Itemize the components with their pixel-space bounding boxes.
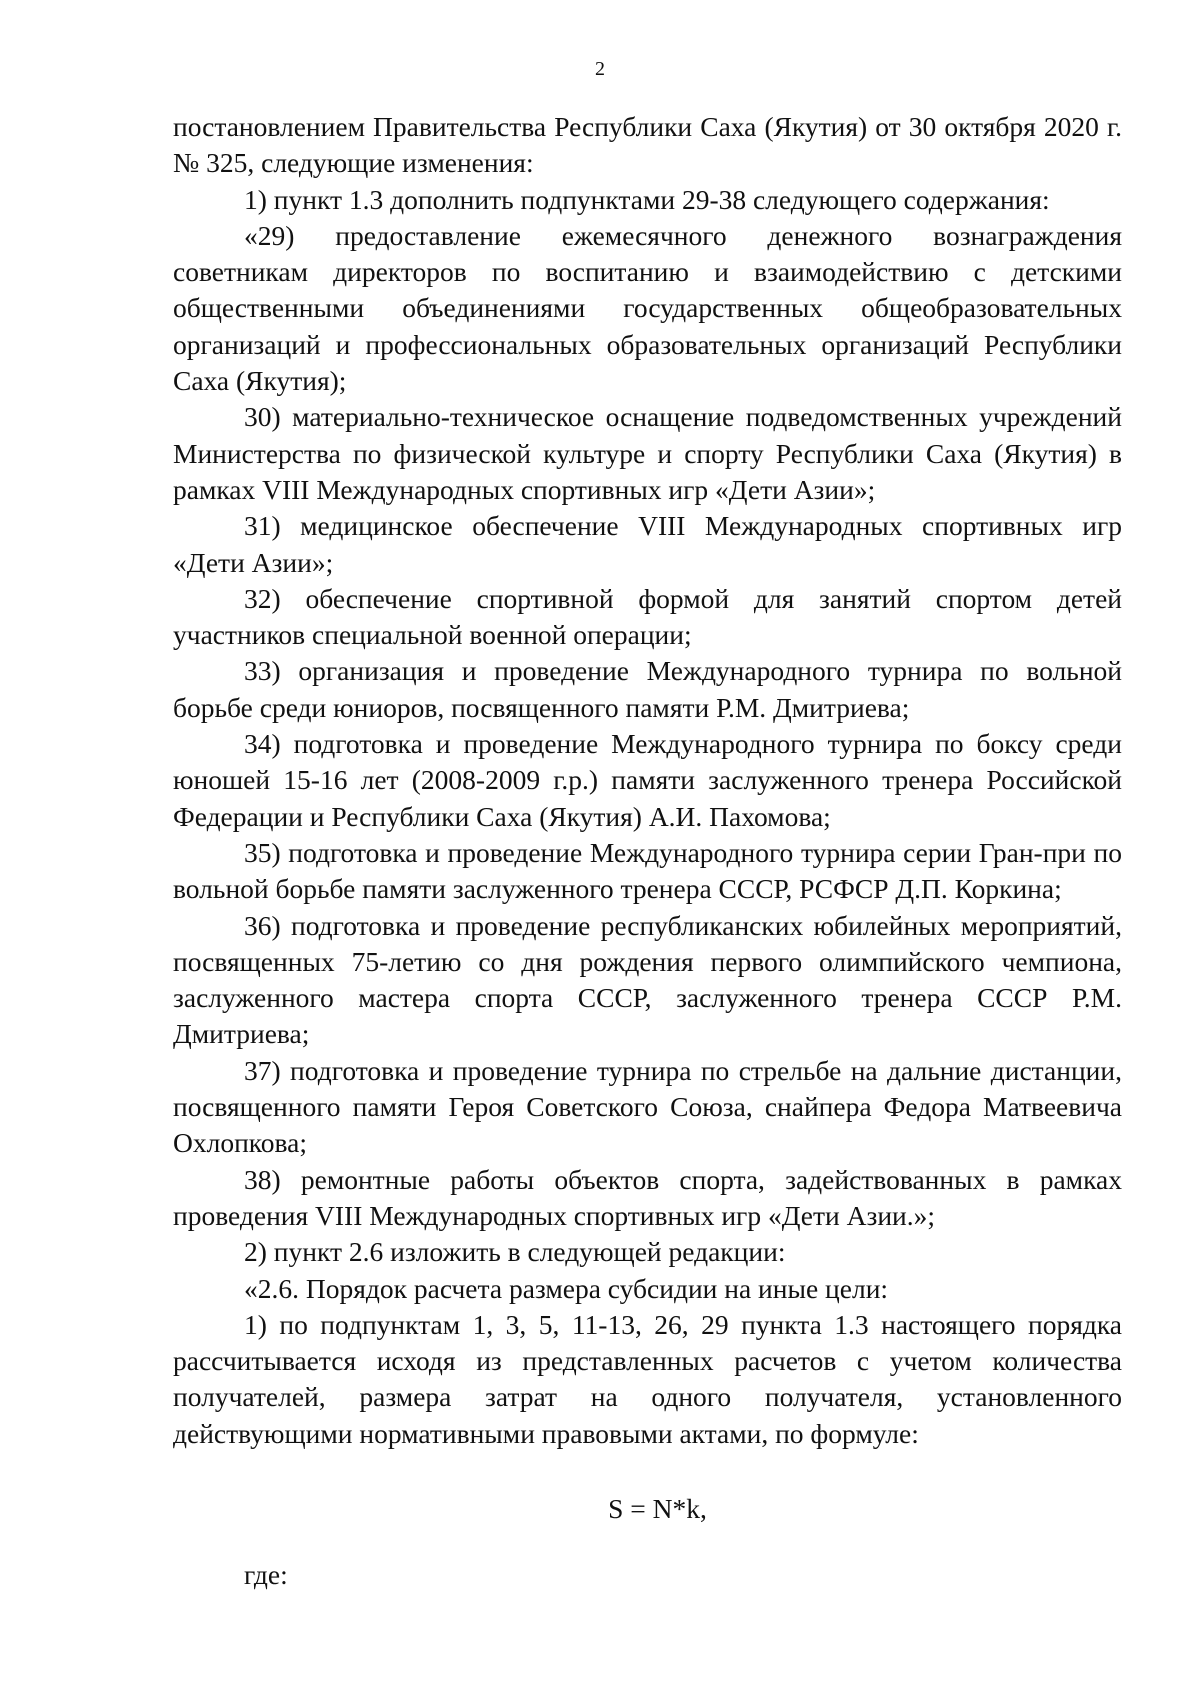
paragraph-intro: постановлением Правительства Республики Саха (Якутия) от 30 октября 2020 г. № 325, следующие изменения: (173, 111, 1122, 179)
paragraph-subitem-29: «29) предоставление ежемесячного денежного вознаграждения советникам директоров по воспитанию и взаимодействию с детскими общественными объединениями государственных общеобразовательных организаций и профессиональных образовательных организаций Республики Саха (Якутия); (173, 219, 1122, 397)
paragraph-subitem-30: 30) материально-техническое оснащение подведомственных учреждений Министерства по физической культуре и спорту Республики Саха (Якутия) в рамках VIII Международных спортивных игр «Дети Азии»; (173, 401, 1122, 505)
page-number: 2 (595, 58, 605, 80)
where-label: где: (244, 1559, 288, 1590)
paragraph-subitem-37: 37) подготовка и проведение турнира по стрельбе на дальние дистанции, посвященного памяти Героя Советского Союза, снайпера Федора Матвеевича Охлопкова; (173, 1054, 1122, 1159)
paragraph-subitem-33: 33) организация и проведение Международного турнира по вольной борьбе среди юниоров, посвященного памяти Р.М. Дмитриева; (173, 655, 1122, 723)
paragraph-subitem-31: 31) медицинское обеспечение VIII Международных спортивных игр «Дети Азии»; (173, 510, 1122, 578)
paragraph-item-1: 1) пункт 1.3 дополнить подпунктами 29-38 следующего содержания: (244, 183, 1050, 215)
document-body (173, 109, 1122, 1452)
paragraph-calc-rule-1: 1) по подпунктам 1, 3, 5, 11-13, 26, 29 пункта 1.3 настоящего порядка рассчитывается исходя из представленных расчетов с учетом количества получателей, размера затрат на одного получателя, установленного действующими нормативными правовыми актами, по формуле: (173, 1308, 1122, 1449)
paragraph-subitem-32: 32) обеспечение спортивной формой для занятий спортом детей участников специальной военной операции; (173, 582, 1122, 651)
paragraph-item-2: 2) пункт 2.6 изложить в следующей редакции: (244, 1236, 786, 1268)
paragraph-subitem-38: 38) ремонтные работы объектов спорта, задействованных в рамках проведения VIII Международных спортивных игр «Дети Азии.»; (173, 1163, 1122, 1231)
paragraph-subitem-34: 34) подготовка и проведение Международного турнира по боксу среди юношей 15-16 лет (2008-2009 г.р.) памяти заслуженного тренера Российской Федерации и Республики Саха (Якутия) А.И. Пахомова; (173, 728, 1122, 832)
formula: S = N*k, (608, 1493, 707, 1524)
paragraph-section-2-6: «2.6. Порядок расчета размера субсидии на иные цели: (244, 1272, 889, 1304)
paragraph-subitem-35: 35) подготовка и проведение Международного турнира серии Гран-при по вольной борьбе памяти заслуженного тренера СССР, РСФСР Д.П. Коркина; (173, 836, 1122, 905)
paragraph-subitem-36: 36) подготовка и проведение республиканских юбилейных мероприятий, посвященных 75-летию со дня рождения первого олимпийского чемпиона, заслуженного мастера спорта СССР, заслуженного тренера СССР Р.М. Дмитриева; (173, 909, 1122, 1050)
